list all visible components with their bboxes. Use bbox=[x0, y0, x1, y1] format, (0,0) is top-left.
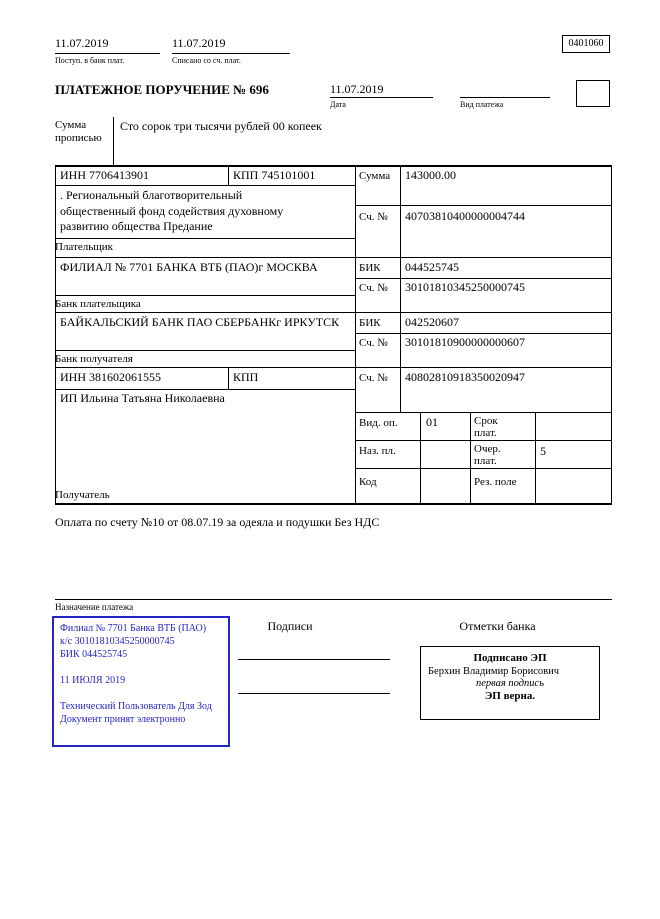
divider-line bbox=[55, 367, 612, 368]
divider-line bbox=[172, 53, 290, 54]
signatures-header: Подписи bbox=[267, 619, 313, 633]
stamp-user: Технический Пользователь Для Зод bbox=[60, 701, 212, 712]
divider-line bbox=[228, 165, 229, 185]
payer-name: . Региональный благотворительный общественный фонд содействия духовному развитию общества Предание bbox=[60, 188, 284, 233]
purpose-text: Оплата по счету №10 от 08.07.19 за одеяла и подушки Без НДС bbox=[55, 515, 380, 529]
signature-line bbox=[238, 693, 390, 694]
amount-words-label: Сумма прописью bbox=[55, 119, 102, 144]
divider-line bbox=[355, 165, 356, 505]
payer-account: 40703810400000004744 bbox=[405, 209, 525, 223]
date-label: Дата bbox=[330, 100, 346, 109]
payee-name: ИП Ильина Татьяна Николаевна bbox=[60, 391, 225, 405]
divider-line bbox=[355, 412, 611, 413]
divider-line bbox=[355, 468, 611, 469]
priority-value: 5 bbox=[540, 444, 546, 458]
received-date: 11.07.2019 bbox=[55, 36, 109, 50]
debited-date-label: Списано со сч. плат. bbox=[172, 56, 241, 65]
purpose-label: Назначение платежа bbox=[55, 602, 134, 612]
esig-box bbox=[420, 646, 600, 720]
stamp-date: 11 ИЮЛЯ 2019 bbox=[60, 675, 126, 686]
divider-line bbox=[355, 333, 611, 334]
esig-note: первая подпись bbox=[475, 678, 544, 689]
bank-stamp bbox=[52, 616, 230, 747]
divider-line bbox=[470, 412, 471, 503]
payer-bank-account-label: Сч. № bbox=[359, 282, 388, 294]
divider-line bbox=[55, 350, 356, 351]
purpose-code-label: Наз. пл. bbox=[359, 445, 396, 457]
reserve-field-label: Рез. поле bbox=[474, 476, 517, 488]
stamp-bank-name: Филиал № 7701 Банка ВТБ (ПАО) bbox=[60, 623, 207, 634]
divider-line bbox=[55, 503, 612, 505]
divider-line bbox=[55, 165, 56, 505]
divider-line bbox=[55, 53, 160, 54]
payee-bank-account: 30101810900000000607 bbox=[405, 335, 525, 349]
op-type-value: 01 bbox=[426, 415, 438, 429]
payee-kpp-label: КПП bbox=[233, 370, 259, 384]
divider-line bbox=[55, 389, 356, 390]
received-date-label: Поступ. в банк плат. bbox=[55, 56, 125, 65]
amount-label: Сумма bbox=[359, 170, 391, 182]
payee-section-label: Получатель bbox=[55, 489, 110, 501]
esig-title: Подписано ЭП bbox=[473, 652, 547, 664]
payee-account: 40802810918350020947 bbox=[405, 370, 525, 384]
payer-bank-bik: 044525745 bbox=[405, 260, 459, 274]
stamp-bik: БИК 044525745 bbox=[60, 649, 128, 660]
payer-bank-name: ФИЛИАЛ № 7701 БАНКА ВТБ (ПАО)г МОСКВА bbox=[60, 260, 318, 274]
debited-date: 11.07.2019 bbox=[172, 36, 226, 50]
divider-line bbox=[113, 117, 114, 165]
payee-bank-account-label: Сч. № bbox=[359, 337, 388, 349]
payer-bank-section-label: Банк плательщика bbox=[55, 298, 141, 310]
payer-account-label: Сч. № bbox=[359, 211, 388, 223]
divider-line bbox=[55, 312, 612, 313]
payee-account-label: Сч. № bbox=[359, 372, 388, 384]
payment-type-label: Вид платежа bbox=[460, 100, 504, 109]
divider-line bbox=[55, 185, 356, 186]
bank-stamp-content bbox=[54, 618, 228, 730]
esig-status: ЭП верна. bbox=[484, 690, 536, 702]
code-label: Код bbox=[359, 476, 377, 488]
payer-bank-account: 30101810345250000745 bbox=[405, 280, 525, 294]
op-type-label: Вид. оп. bbox=[359, 417, 398, 429]
form-code-box bbox=[562, 35, 610, 53]
payer-inn: ИНН 7706413901 bbox=[60, 168, 149, 182]
divider-line bbox=[400, 165, 401, 412]
divider-line bbox=[55, 165, 612, 167]
divider-line bbox=[55, 599, 612, 600]
bank-marks-header: Отметки банка bbox=[459, 619, 536, 633]
payment-term-label: Срок плат. bbox=[474, 415, 498, 439]
payer-bank-bik-label: БИК bbox=[359, 262, 381, 274]
divider-line bbox=[611, 165, 612, 505]
amount-words-value: Сто сорок три тысячи рублей 00 копеек bbox=[120, 119, 322, 133]
payer-section-label: Плательщик bbox=[55, 241, 113, 253]
divider-line bbox=[535, 412, 536, 503]
payee-bank-bik-label: БИК bbox=[359, 317, 381, 329]
signature-line bbox=[238, 659, 390, 660]
payee-inn: ИНН 381602061555 bbox=[60, 370, 161, 384]
divider-line bbox=[330, 97, 433, 98]
stamp-note: Документ принят электронно bbox=[60, 714, 186, 725]
divider-line bbox=[55, 295, 356, 296]
payee-bank-name: БАЙКАЛЬСКИЙ БАНК ПАО СБЕРБАНКг ИРКУТСК bbox=[60, 315, 340, 329]
divider-line bbox=[55, 257, 612, 258]
doc-date: 11.07.2019 bbox=[330, 82, 384, 96]
payment-type-box bbox=[576, 80, 610, 107]
amount-value: 143000.00 bbox=[405, 168, 456, 182]
priority-label: Очер. плат. bbox=[474, 443, 501, 467]
payer-kpp: КПП 745101001 bbox=[233, 168, 316, 182]
divider-line bbox=[228, 367, 229, 389]
divider-line bbox=[355, 278, 611, 279]
payee-bank-section-label: Банк получателя bbox=[55, 353, 133, 365]
divider-line bbox=[55, 238, 356, 239]
divider-line bbox=[355, 440, 611, 441]
divider-line bbox=[460, 97, 550, 98]
doc-title: ПЛАТЕЖНОЕ ПОРУЧЕНИЕ № 696 bbox=[55, 82, 269, 97]
stamp-corr-account: к/с 30101810345250000745 bbox=[60, 636, 175, 647]
esig-name: Берхин Владимир Борисович bbox=[428, 666, 559, 677]
form-code: 0401060 bbox=[568, 38, 604, 49]
payee-bank-bik: 042520607 bbox=[405, 315, 459, 329]
divider-line bbox=[355, 205, 611, 206]
divider-line bbox=[420, 412, 421, 503]
